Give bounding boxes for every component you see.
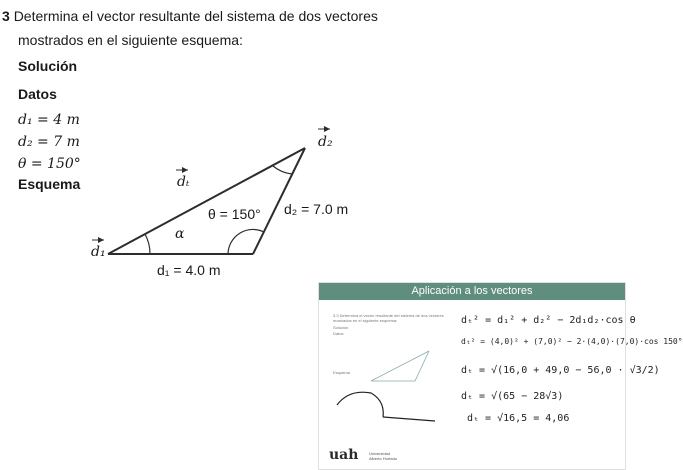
solution-heading: Solución bbox=[18, 58, 78, 74]
uah-logo: uah bbox=[329, 447, 359, 463]
data-d1: d₁ = 4 m bbox=[18, 112, 80, 128]
mini-datos: Datos bbox=[333, 331, 344, 336]
equation-4: dₜ = √(65 − 28√3) bbox=[461, 391, 564, 402]
problem-text-line2: mostrados en el siguiente esquema: bbox=[18, 32, 243, 48]
data-heading: Datos bbox=[18, 86, 57, 102]
label-theta: θ = 150° bbox=[208, 206, 261, 222]
video-frame[interactable] bbox=[318, 282, 683, 470]
label-d1-value: d₁ = 4.0 m bbox=[157, 262, 221, 278]
equation-2: dₜ² = (4,0)² + (7,0)² − 2·(4,0)·(7,0)·cos 150° bbox=[461, 337, 683, 346]
mini-diagram bbox=[319, 283, 625, 469]
mini-esquema: Esquema bbox=[333, 370, 350, 375]
problem-text-line1: Determina el vector resultante del sistema de dos vectores bbox=[13, 8, 378, 24]
problem-number: 3 bbox=[2, 8, 10, 24]
alpha-arc bbox=[145, 234, 150, 254]
label-dt-vec: dₜ bbox=[177, 174, 190, 190]
video-header: Aplicación a los vectores bbox=[319, 283, 625, 300]
label-d2-vec: d₂ bbox=[318, 134, 333, 150]
vector-dt-line bbox=[108, 148, 305, 254]
mini-solucion: Solución bbox=[333, 325, 349, 330]
data-theta: θ = 150° bbox=[18, 156, 81, 172]
top-angle-arc bbox=[273, 166, 292, 174]
uah-logo-subtitle: Universidad Alberto Hurtado bbox=[369, 451, 398, 461]
equation-5: dₜ = √16,5 = 4,06 bbox=[467, 413, 570, 424]
mini-problem: 3.3 Determina el vector resultante del sistema de dos vectores mostrados en el siguiente esquema: bbox=[333, 313, 444, 323]
label-d1-vec: d₁ bbox=[91, 244, 106, 260]
label-d2-value: d₂ = 7.0 m bbox=[284, 201, 349, 217]
equation-3: dₜ = √(16,0 + 49,0 − 56,0 · √3/2) bbox=[461, 365, 660, 376]
equation-1: dₜ² = d₁² + d₂² − 2d₁d₂·cos θ bbox=[461, 315, 636, 326]
label-alpha: α bbox=[175, 226, 185, 242]
scheme-heading: Esquema bbox=[18, 176, 81, 192]
data-d2: d₂ = 7 m bbox=[18, 134, 80, 150]
